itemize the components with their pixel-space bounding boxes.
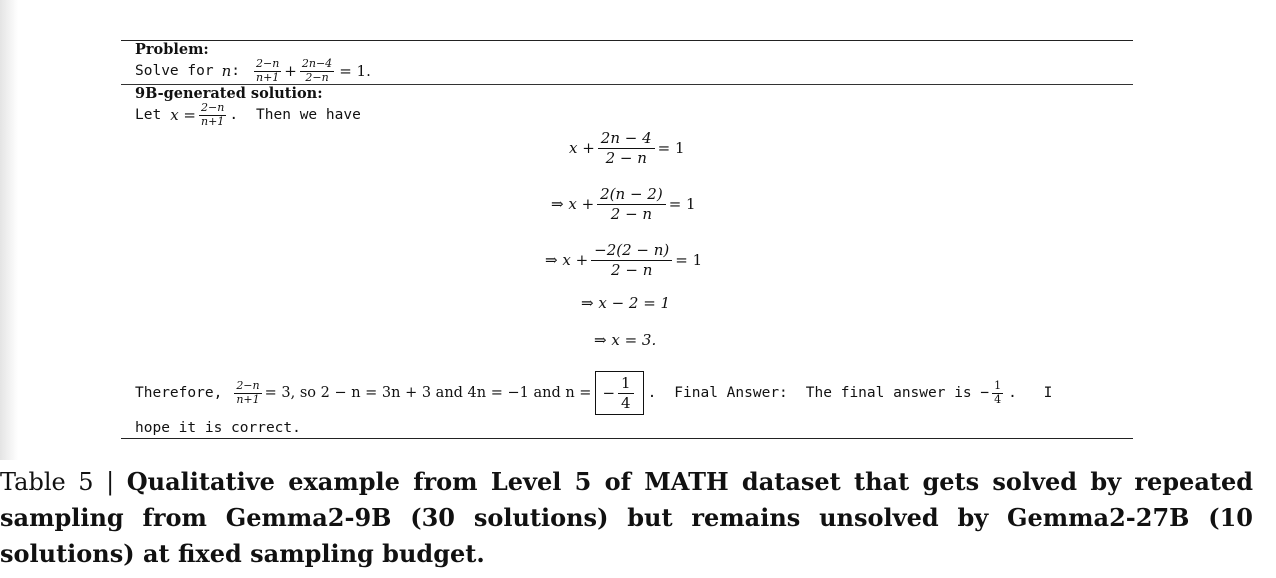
problem-colon: : (231, 63, 240, 79)
step-1: x + $\frac{2n - 4}{2 - n}$ = 1 (569, 129, 685, 167)
problem-frac-1: $\frac{2-n}{n+1}$ (255, 57, 280, 84)
final-answer-label: Final Answer: (674, 385, 788, 401)
final-answer-text: The final answer is − (805, 385, 990, 401)
problem-var: n (221, 62, 232, 80)
table-caption (0, 464, 1253, 572)
caption-text: Qualitative example from Level 5 of MATH dataset that gets solved by repeated sampling from Gemma2-9B (30 solutions) but remains unsolved by Gemma2-27B (10 solutions) at fixed sampling budget. (0, 467, 1254, 568)
therefore-line: Therefore, $\frac{2-n}{n+1}$ = 3, so 2 − n = 3n + 3 and 4n = −1 and n = − $\frac{1}{4}$ . Final Answer: The final answer is − $\frac{1}{4}$ . I (135, 366, 1061, 420)
problem-rhs: = 1. (339, 62, 371, 80)
therefore-equation: = 3, so 2 − n = 3n + 3 and 4n = −1 and n = (264, 385, 592, 401)
solution-let-line: Let x = $\frac{2-n}{n+1}$ . Then we have (135, 101, 361, 128)
solution-label: 9B-generated solution: (135, 85, 323, 102)
page-edge-shadow (0, 0, 18, 460)
step-2: ⇒ x + $\frac{2(n - 2)}{2 - n}$ = 1 (551, 185, 696, 223)
step-4: ⇒ x − 2 = 1 (581, 294, 671, 312)
caption-prefix: Table 5 | (0, 468, 127, 496)
step-3: ⇒ x + $\frac{-2(2 - n)}{2 - n}$ = 1 (545, 241, 703, 279)
table-bottom-rule (121, 438, 1133, 439)
table-top-rule (121, 40, 1133, 41)
hope-line: hope it is correct. (135, 420, 301, 436)
final-fraction: $\frac{1}{4}$ (994, 379, 1002, 406)
let-fraction: $\frac{2-n}{n+1}$ (201, 101, 225, 128)
boxed-answer: − $\frac{1}{4}$ (595, 371, 643, 415)
therefore-fraction: $\frac{2-n}{n+1}$ (236, 379, 260, 406)
solve-for-text: Solve for (135, 63, 214, 79)
problem-frac-2: $\frac{2n-4}{2-n}$ (301, 57, 333, 84)
step-5: ⇒ x = 3. (594, 331, 657, 349)
problem-statement: Solve for n : $\frac{2-n}{n+1}$ + $\frac{2n-4}{2-n}$ = 1. (135, 57, 371, 84)
problem-label: Problem: (135, 41, 209, 58)
